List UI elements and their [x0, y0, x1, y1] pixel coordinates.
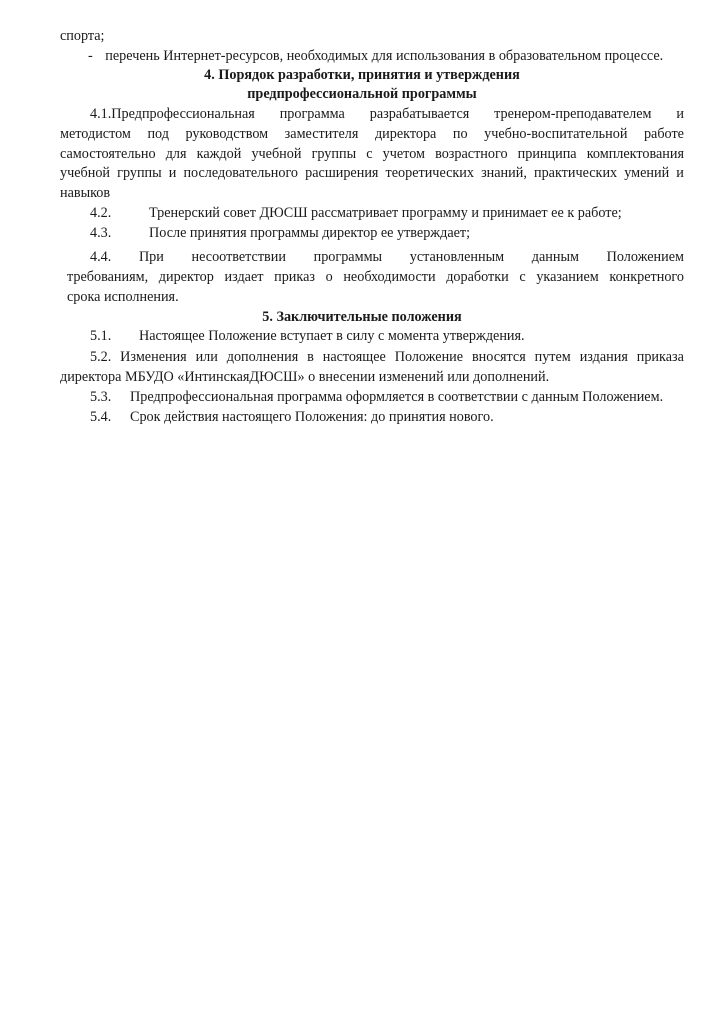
item-text: Предпрофессиональная программа оформляется в соответствии с данным Положением. [130, 389, 664, 405]
item-text: Настоящее Положение вступает в силу с момента утверждения. [139, 328, 525, 344]
paragraph-4-4-line [67, 268, 684, 286]
paragraph-4-1-line: навыков [60, 185, 111, 201]
word: практических [533, 165, 618, 181]
word: настоящее [322, 349, 386, 365]
paragraph-5-2-line: директора МБУДО «ИнтинскаяДЮСШ» о внесении изменений или дополнений. [60, 369, 550, 385]
paragraph-5-3 [90, 388, 714, 406]
word: расширения [305, 165, 379, 181]
word: установленным [409, 249, 505, 265]
word: учебной [60, 165, 111, 181]
word: директора [374, 126, 437, 142]
word: комплектования [586, 146, 684, 162]
word: разрабатывается [369, 106, 470, 122]
item-number: 4.3. [90, 225, 112, 241]
word: последовательного [183, 165, 299, 181]
word: 4.4. [90, 249, 112, 265]
paragraph-4-2 [90, 204, 714, 222]
word: самостоятельно [60, 146, 156, 162]
word: возрастного [435, 146, 508, 162]
word: программы [313, 249, 383, 265]
word: группы [117, 165, 162, 181]
word: дополнения [226, 349, 299, 365]
word: теоретических [385, 165, 474, 181]
paragraph-4-1-line [60, 145, 684, 163]
word: под [147, 126, 169, 142]
word: необходимости [343, 269, 436, 285]
word: учетом [382, 146, 425, 162]
word: 4.1.Предпрофессиональная [90, 106, 255, 122]
word: знаний, [481, 165, 527, 181]
word: программа [279, 106, 345, 122]
item-number: 4.2. [90, 205, 112, 221]
word: Положение [394, 349, 464, 365]
word: заместителя [284, 126, 359, 142]
paragraph-4-4-line [90, 248, 684, 266]
text-line: спорта; [60, 28, 105, 44]
word: и [676, 165, 684, 181]
word: требованиям, [67, 269, 149, 285]
word: группы [311, 146, 357, 162]
item-text: После принятия программы директор ее утверждает; [149, 225, 471, 241]
word: методистом [60, 126, 131, 142]
bullet-item [88, 47, 688, 65]
item-text: Тренерский совет ДЮСШ рассматривает программу и принимает ее к работе; [149, 205, 622, 221]
item-text: Срок действия настоящего Положения: до принятия нового. [130, 409, 494, 425]
paragraph-4-4-line: срока исполнения. [67, 289, 179, 305]
section-4-subtitle: предпрофессиональной программы [247, 86, 477, 102]
word: Изменения [120, 349, 187, 365]
word: указанием [536, 269, 599, 285]
word: данным [531, 249, 579, 265]
word: каждой [196, 146, 242, 162]
word: по [452, 126, 468, 142]
item-number: 5.4. [90, 409, 112, 425]
paragraph-4-3 [90, 224, 714, 242]
word: вносятся [471, 349, 526, 365]
word: несоответствии [191, 249, 286, 265]
word: тренером-преподавателем [494, 106, 652, 122]
word: приказ [274, 269, 315, 285]
word: конкретного [609, 269, 684, 285]
word: издания [579, 349, 628, 365]
word: При [138, 249, 164, 265]
word: учебной [251, 146, 302, 162]
word: 5.2. [90, 349, 112, 365]
word: с [366, 146, 373, 162]
word: учебно-воспитательной [484, 126, 628, 142]
paragraph-5-4 [90, 408, 714, 426]
word: и [168, 165, 177, 181]
word: с [519, 269, 526, 285]
word: в [307, 349, 314, 365]
word: и [676, 106, 684, 122]
item-number: 5.3. [90, 389, 112, 405]
word: руководством [185, 126, 269, 142]
bullet-dash: - [88, 48, 93, 64]
paragraph-4-1-line [60, 125, 684, 143]
paragraph-4-1-line [90, 105, 684, 123]
word: работе [643, 126, 684, 142]
word: приказа [636, 349, 684, 365]
word: директор [158, 269, 214, 285]
word: или [195, 349, 218, 365]
item-number: 5.1. [90, 328, 112, 344]
word: путем [534, 349, 571, 365]
paragraph-4-1-line [60, 164, 684, 182]
paragraph-5-2-line [90, 348, 684, 366]
paragraph-5-1 [90, 327, 714, 345]
section-4-title: 4. Порядок разработки, принятия и утверждения [204, 67, 520, 83]
bullet-text: перечень Интернет-ресурсов, необходимых для использования в образовательном процессе. [105, 48, 664, 64]
section-5-title: 5. Заключительные положения [262, 309, 462, 325]
word: издает [224, 269, 264, 285]
word: о [325, 269, 333, 285]
word: для [165, 146, 187, 162]
word: принципа [517, 146, 577, 162]
word: Положением [606, 249, 684, 265]
word: доработки [446, 269, 509, 285]
word: умений [624, 165, 670, 181]
